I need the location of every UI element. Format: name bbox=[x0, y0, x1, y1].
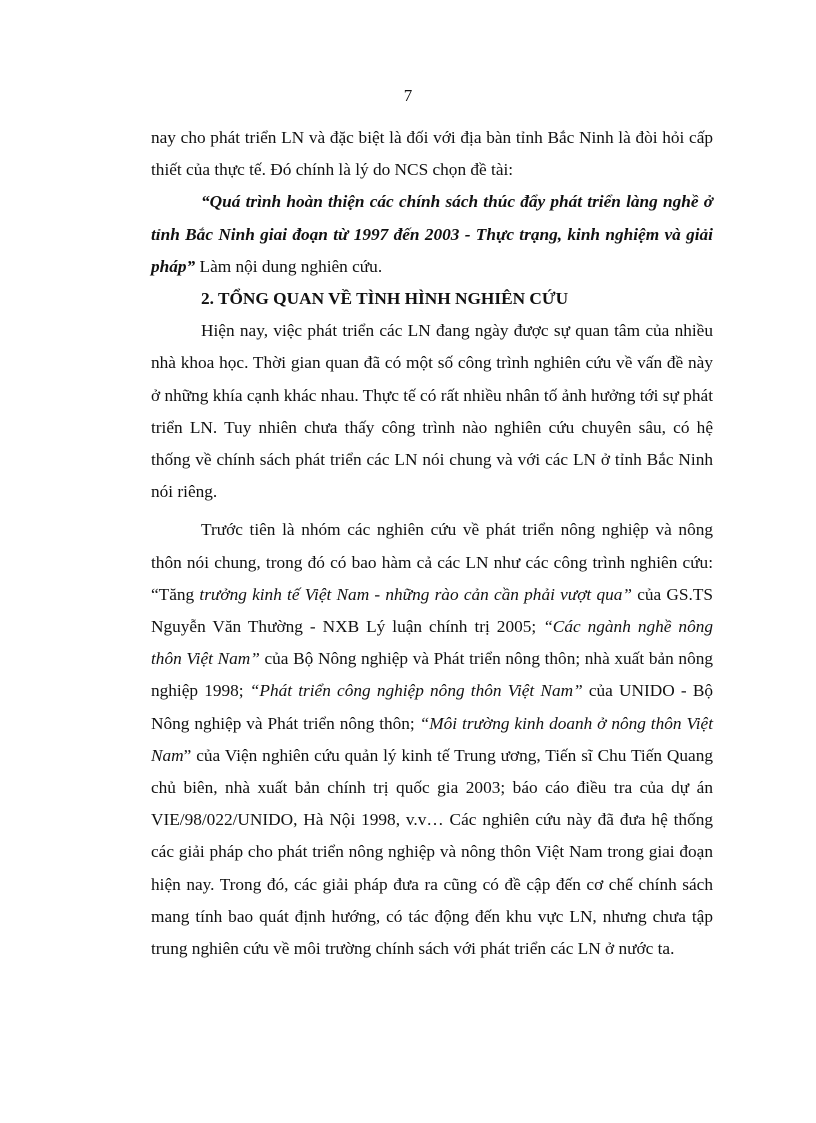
literature-text-5: ” của Viện nghiên cứu quản lý kinh tế Trung ương, Tiến sĩ Chu Tiến Quang chủ biên, nhà xuất bản chính trị quốc gia 2003; báo cáo điều tra của dự án VIE/98/022/UNIDO, Hà Nội 1998, v.v… Các nghiên cứu này đã đưa hệ thống các giải pháp cho phát triển nông nghiệp và nông thôn Việt Nam trong giai đoạn hiện nay. Trong đó, các giải pháp đưa ra cũng có đề cập đến cơ chế chính sách mang tính bao quát định hướng, có tác động đến khu vực LN, nhưng chưa tập trung nghiên cứu về môi trường chính sách với phát triển các LN ở nước ta. bbox=[151, 745, 713, 959]
paragraph-overview: Hiện nay, việc phát triển các LN đang ngày được sự quan tâm của nhiều nhà khoa học. Thời gian quan đã có một số công trình nghiên cứu về vấn đề này ở những khía cạnh khác nhau. Thực tế có rất nhiều nhân tố ảnh hưởng tới sự phát triển LN. Tuy nhiên chưa thấy công trình nào nghiên cứu chuyên sâu, có hệ thống về chính sách phát triển các LN nói chung và với các LN ở tỉnh Bắc Ninh nói riêng. bbox=[151, 321, 713, 502]
document-body bbox=[151, 122, 713, 965]
literature-text-1: Trước tiên là nhóm các nghiên cứu về phát triển nông nghiệp và nông thôn nói chung, trong đó có bao hàm cả các LN như các công trình nghiên cứu: “Tăng bbox=[151, 520, 713, 604]
thesis-title: “Quá trình hoàn thiện các chính sách thúc đẩy phát triển làng nghề ở tỉnh Bắc Ninh giai đoạn từ 1997 đến 2003 - Thực trạng, kinh nghiệm và giải pháp” bbox=[151, 192, 713, 276]
literature-text-4: của UNIDO - Bộ Nông nghiệp và Phát triển nông thôn; bbox=[151, 681, 714, 733]
literature-text-3: của Bộ Nông nghiệp và Phát triển nông thôn; nhà xuất bản nông nghiệp 1998; bbox=[151, 649, 713, 701]
thesis-title-suffix: Làm nội dung nghiên cứu. bbox=[195, 256, 383, 276]
literature-citation-3: “Phát triển công nghiệp nông thôn Việt Nam” bbox=[249, 681, 583, 701]
literature-text-2: của GS.TS Nguyễn Văn Thường - NXB Lý luận chính trị 2005; bbox=[151, 584, 714, 637]
literature-citation-4: “Môi trường kinh doanh ở nông thôn Việt Nam bbox=[151, 713, 713, 765]
page-number: 7 bbox=[403, 86, 413, 105]
paragraph-thesis-title bbox=[151, 186, 713, 283]
literature-citation-2: “Các ngành nghề nông thôn Việt Nam” bbox=[151, 617, 713, 669]
section-heading: 2. TỔNG QUAN VỀ TÌNH HÌNH NGHIÊN CỨU bbox=[201, 289, 569, 309]
literature-citation-1: trưởng kinh tế Việt Nam - những rào cản cần phải vượt qua” bbox=[199, 584, 632, 604]
paragraph-intro: nay cho phát triển LN và đặc biệt là đối với địa bàn tỉnh Bắc Ninh là đòi hỏi cấp thiết của thực tế. Đó chính là lý do NCS chọn đề tài: bbox=[151, 128, 713, 180]
paragraph-literature bbox=[151, 514, 713, 965]
